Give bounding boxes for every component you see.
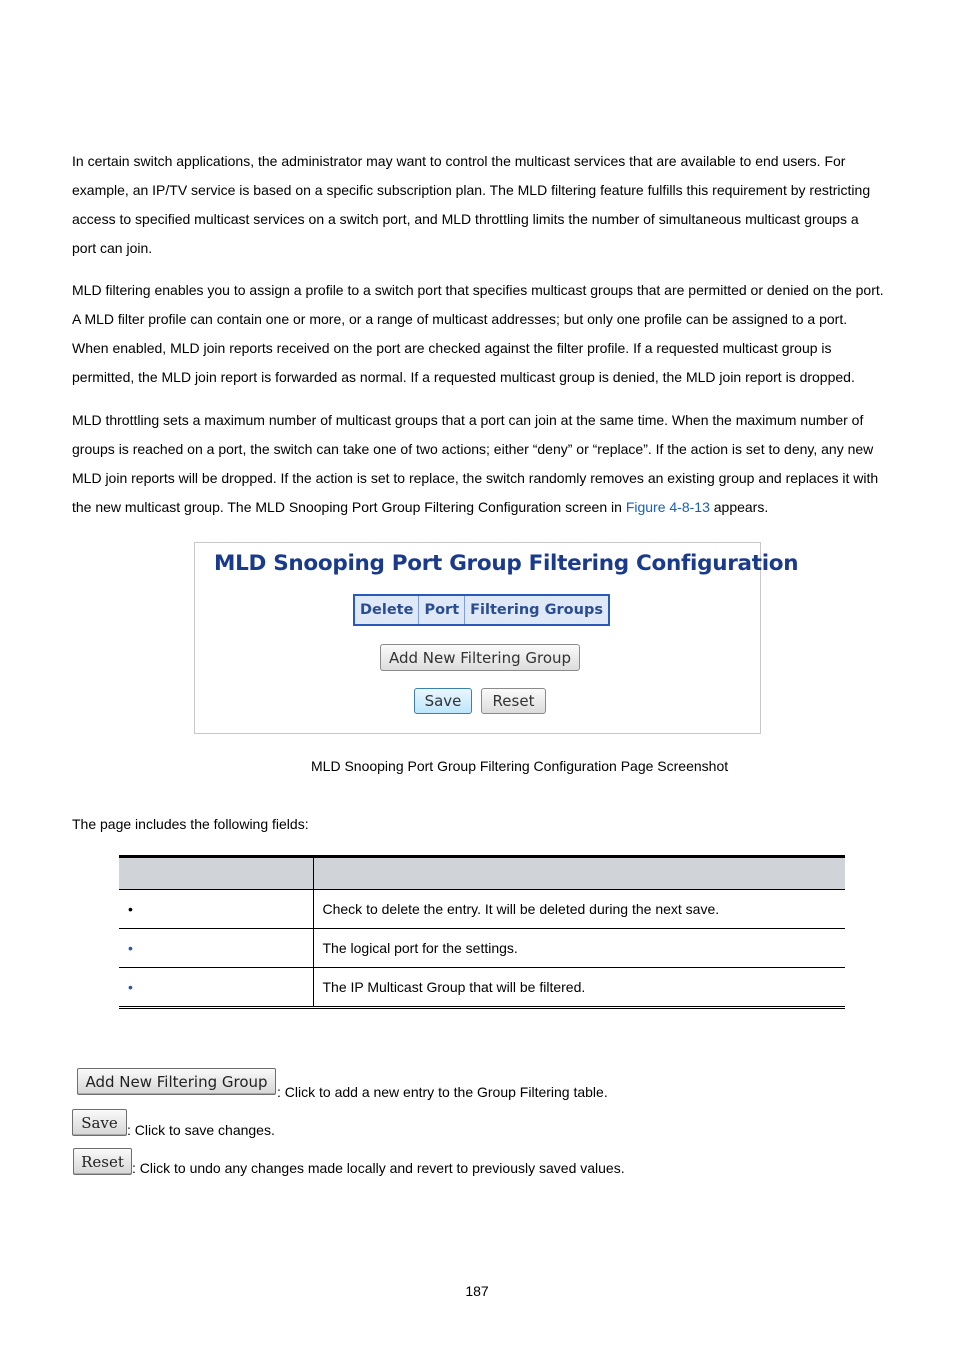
table-row: [119, 968, 845, 1008]
save-button-description: : Click to save changes.: [127, 1122, 275, 1138]
paragraph-3-text: MLD throttling sets a maximum number of multicast groups that a port can join at the same time. When the maximum number of groups is reached on a port, the switch can take one of two actions; either “deny” or “replace”. If the action is set to deny, any new MLD join reports will be dropped. If the action is set to replace, the switch randomly removes an existing group and replaces it with the new multicast group. The MLD Snooping Port Group Filtering Configuration screen in: [72, 412, 879, 515]
header-description: [313, 857, 845, 890]
row-description: Check to delete the entry. It will be deleted during the next save.: [313, 890, 845, 929]
column-delete: Delete: [355, 596, 419, 624]
intro-paragraph-3: [72, 406, 886, 522]
add-button-description: : Click to add a new entry to the Group Filtering table.: [277, 1084, 608, 1100]
row-description: The IP Multicast Group that will be filtered.: [313, 968, 845, 1008]
save-button-legend[interactable]: Save: [72, 1109, 127, 1136]
config-screenshot: [194, 542, 799, 734]
row-bullet: •: [128, 901, 133, 917]
screenshot-title: MLD Snooping Port Group Filtering Configuration: [214, 551, 799, 576]
intro-paragraph-1: In certain switch applications, the administrator may want to control the multicast services that are available to end users. For example, an IP/TV service is based on a specific subscription plan. The MLD filtering feature fulfills this requirement by restricting access to specified multicast services on a switch port, and MLD throttling limits the number of simultaneous multicast groups a port can join.: [72, 153, 871, 256]
page-number: 187: [465, 1283, 489, 1299]
intro-paragraph-2: MLD filtering enables you to assign a profile to a switch port that specifies multicast groups that are permitted or denied on the port. A MLD filter profile can contain one or more, or a range of multicast addresses; but only one profile can be assigned to a port. When enabled, MLD join reports received on the port are checked against the filter profile. If a requested multicast group is permitted, the MLD join report is forwarded as normal. If a requested multicast group is denied, the MLD join report is dropped.: [72, 282, 884, 385]
column-filtering-groups: Filtering Groups: [470, 602, 603, 618]
row-description: The logical port for the settings.: [313, 929, 845, 968]
table-row: [119, 890, 845, 929]
save-button[interactable]: Save: [414, 688, 472, 714]
column-port: Port: [419, 596, 465, 624]
fields-table: [119, 855, 845, 1009]
add-new-filtering-group-button[interactable]: Add New Filtering Group: [380, 644, 580, 671]
reset-button-description: : Click to undo any changes made locally and revert to previously saved values.: [132, 1160, 625, 1176]
fields-table-header: [119, 857, 845, 890]
filtering-table-header: [353, 594, 610, 626]
add-new-filtering-group-button-legend[interactable]: Add New Filtering Group: [77, 1068, 276, 1095]
reset-button[interactable]: Reset: [481, 688, 546, 714]
paragraph-3-tail: appears.: [709, 499, 769, 515]
fields-intro: The page includes the following fields:: [72, 816, 309, 832]
reset-button-legend[interactable]: Reset: [73, 1148, 132, 1175]
row-bullet: •: [128, 940, 133, 956]
header-object: [119, 857, 313, 890]
table-row: [119, 929, 845, 968]
figure-caption: MLD Snooping Port Group Filtering Configuration Page Screenshot: [311, 758, 729, 774]
row-bullet: •: [128, 979, 133, 995]
figure-link[interactable]: Figure 4-8-13: [625, 499, 710, 515]
